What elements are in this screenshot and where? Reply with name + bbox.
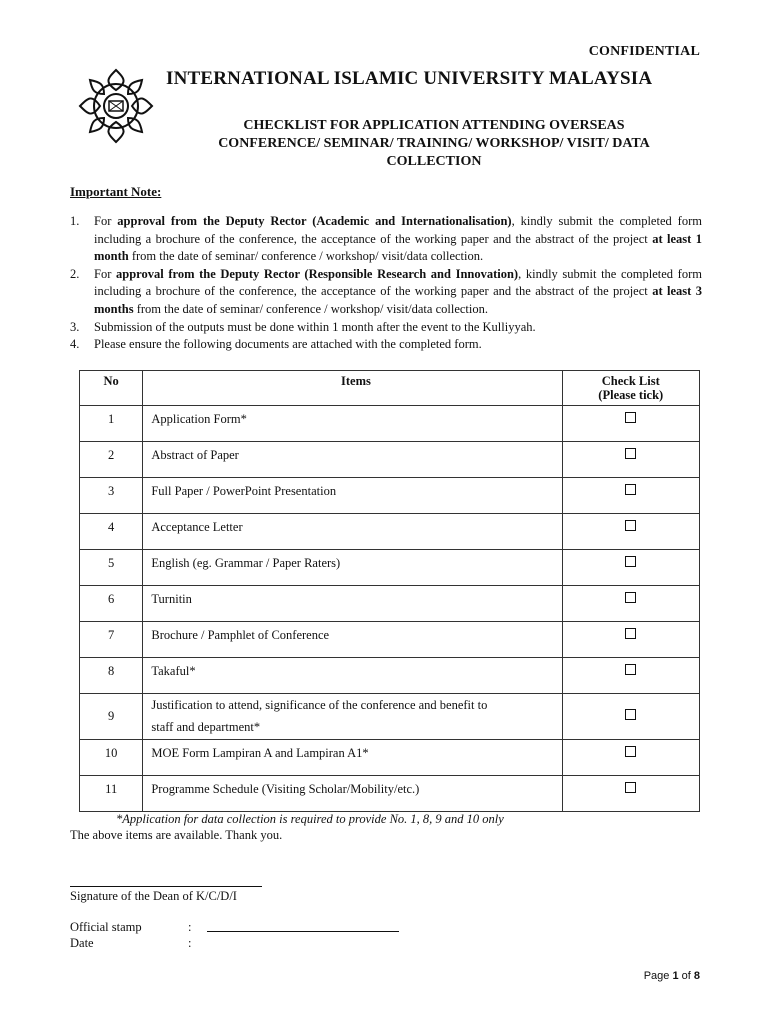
tick-checkbox[interactable] bbox=[625, 709, 636, 720]
tick-checkbox[interactable] bbox=[625, 520, 636, 531]
university-name: INTERNATIONAL ISLAMIC UNIVERSITY MALAYSIA bbox=[166, 68, 653, 89]
deadline: at least 3 months bbox=[94, 284, 702, 316]
header-no: No bbox=[80, 371, 143, 406]
deadline: at least 1 month bbox=[94, 231, 702, 264]
row-check bbox=[562, 694, 699, 740]
note-item: 1. For approval from the Deputy Rector (Academic and Internationalisation), kindly submit the completed form including a brochure of the conference, the acceptance of the working paper and the abstract of the project at least 1 month from the date of seminar/ conference / workshop/ visit/data collection. bbox=[70, 214, 702, 264]
row-check bbox=[562, 406, 699, 442]
row-check bbox=[562, 586, 699, 622]
note-item: 3. Submission of the outputs must be done within 1 month after the event to the Kulliyyah. bbox=[70, 319, 702, 337]
row-item: Brochure / Pamphlet of Conference bbox=[143, 622, 562, 658]
row-number: 7 bbox=[80, 622, 143, 658]
row-item: MOE Form Lampiran A and Lampiran A1* bbox=[143, 740, 562, 776]
title-line: COLLECTION bbox=[386, 154, 482, 169]
note-number: 1. bbox=[70, 214, 80, 228]
tick-checkbox[interactable] bbox=[625, 484, 636, 495]
row-item: Full Paper / PowerPoint Presentation bbox=[143, 478, 562, 514]
availability-statement: The above items are available. Thank you. bbox=[70, 828, 283, 842]
row-check bbox=[562, 776, 699, 812]
row-check bbox=[562, 622, 699, 658]
date-colon: : bbox=[188, 936, 192, 950]
approval-authority: approval from the Deputy Rector (Responsible Research and Innovation) bbox=[116, 266, 519, 281]
page-number: Page 1 of 8 bbox=[643, 970, 700, 982]
note-item: 4. Please ensure the following documents are attached with the completed form. bbox=[70, 336, 702, 354]
row-number: 2 bbox=[80, 442, 143, 478]
table-row bbox=[80, 586, 700, 622]
tick-checkbox[interactable] bbox=[625, 592, 636, 603]
row-number: 9 bbox=[80, 694, 143, 740]
row-item: Justification to attend, significance of the conference and benefit to staff and department* bbox=[143, 694, 562, 740]
title-line: CONFERENCE/ SEMINAR/ TRAINING/ WORKSHOP/ VISIT/ DATA bbox=[218, 136, 650, 151]
table-row bbox=[80, 514, 700, 550]
row-number: 10 bbox=[80, 740, 143, 776]
table-row bbox=[80, 406, 700, 442]
important-note-heading: Important Note: bbox=[70, 184, 162, 199]
table-row bbox=[80, 622, 700, 658]
approval-authority: approval from the Deputy Rector (Academic and Internationalisation) bbox=[117, 214, 512, 228]
tick-checkbox[interactable] bbox=[625, 412, 636, 423]
tick-checkbox[interactable] bbox=[625, 664, 636, 675]
footnote: *Application for data collection is required to provide No. 1, 8, 9 and 10 only bbox=[116, 812, 504, 826]
note-number: 4. bbox=[70, 337, 80, 352]
date-label: Date bbox=[70, 936, 94, 950]
document-checklist-table bbox=[79, 370, 700, 812]
title-line: CHECKLIST FOR APPLICATION ATTENDING OVERSEAS bbox=[243, 118, 625, 133]
row-number: 1 bbox=[80, 406, 143, 442]
row-item: English (eg. Grammar / Paper Raters) bbox=[143, 550, 562, 586]
row-number: 11 bbox=[80, 776, 143, 812]
row-number: 6 bbox=[80, 586, 143, 622]
row-number: 3 bbox=[80, 478, 143, 514]
row-check bbox=[562, 550, 699, 586]
row-item: Takaful* bbox=[143, 658, 562, 694]
row-number: 4 bbox=[80, 514, 143, 550]
tick-checkbox[interactable] bbox=[625, 782, 636, 793]
table-row bbox=[80, 776, 700, 812]
official-stamp-label: Official stamp bbox=[70, 920, 142, 934]
tick-checkbox[interactable] bbox=[625, 556, 636, 567]
official-stamp-line bbox=[207, 921, 399, 932]
row-check bbox=[562, 478, 699, 514]
table-header-row bbox=[80, 371, 700, 406]
tick-checkbox[interactable] bbox=[625, 746, 636, 757]
tick-checkbox[interactable] bbox=[625, 448, 636, 459]
row-item: Application Form* bbox=[143, 406, 562, 442]
row-check bbox=[562, 514, 699, 550]
row-check bbox=[562, 442, 699, 478]
note-item: 2. For approval from the Deputy Rector (Responsible Research and Innovation), kindly submit the completed form including a brochure of the conference, the acceptance of the working paper and the abstract of the project at least 3 months from the date of seminar/ conference / workshop/ visit/data collection. bbox=[70, 266, 702, 316]
document-title bbox=[180, 117, 688, 171]
current-page: 1 bbox=[672, 970, 679, 982]
table-row bbox=[80, 478, 700, 514]
table-row bbox=[80, 550, 700, 586]
header-items: Items bbox=[143, 371, 562, 406]
table-row bbox=[80, 442, 700, 478]
row-check bbox=[562, 658, 699, 694]
row-number: 8 bbox=[80, 658, 143, 694]
confidential-label: CONFIDENTIAL bbox=[588, 44, 700, 59]
important-notes-list bbox=[70, 213, 702, 354]
table-row bbox=[80, 694, 700, 740]
signature-label: Signature of the Dean of K/C/D/I bbox=[70, 889, 237, 903]
table-row bbox=[80, 658, 700, 694]
row-item: Acceptance Letter bbox=[143, 514, 562, 550]
row-check bbox=[562, 740, 699, 776]
stamp-colon: : bbox=[188, 920, 192, 934]
note-number: 2. bbox=[70, 266, 80, 281]
row-number: 5 bbox=[80, 550, 143, 586]
header-check-list: Check List (Please tick) bbox=[562, 371, 699, 406]
tick-checkbox[interactable] bbox=[625, 628, 636, 639]
row-item: Programme Schedule (Visiting Scholar/Mobility/etc.) bbox=[143, 776, 562, 812]
row-item: Turnitin bbox=[143, 586, 562, 622]
row-item: Abstract of Paper bbox=[143, 442, 562, 478]
note-number: 3. bbox=[70, 319, 80, 334]
signature-line bbox=[70, 876, 262, 887]
university-logo-icon bbox=[76, 66, 156, 146]
table-row bbox=[80, 740, 700, 776]
total-pages: 8 bbox=[693, 970, 700, 982]
